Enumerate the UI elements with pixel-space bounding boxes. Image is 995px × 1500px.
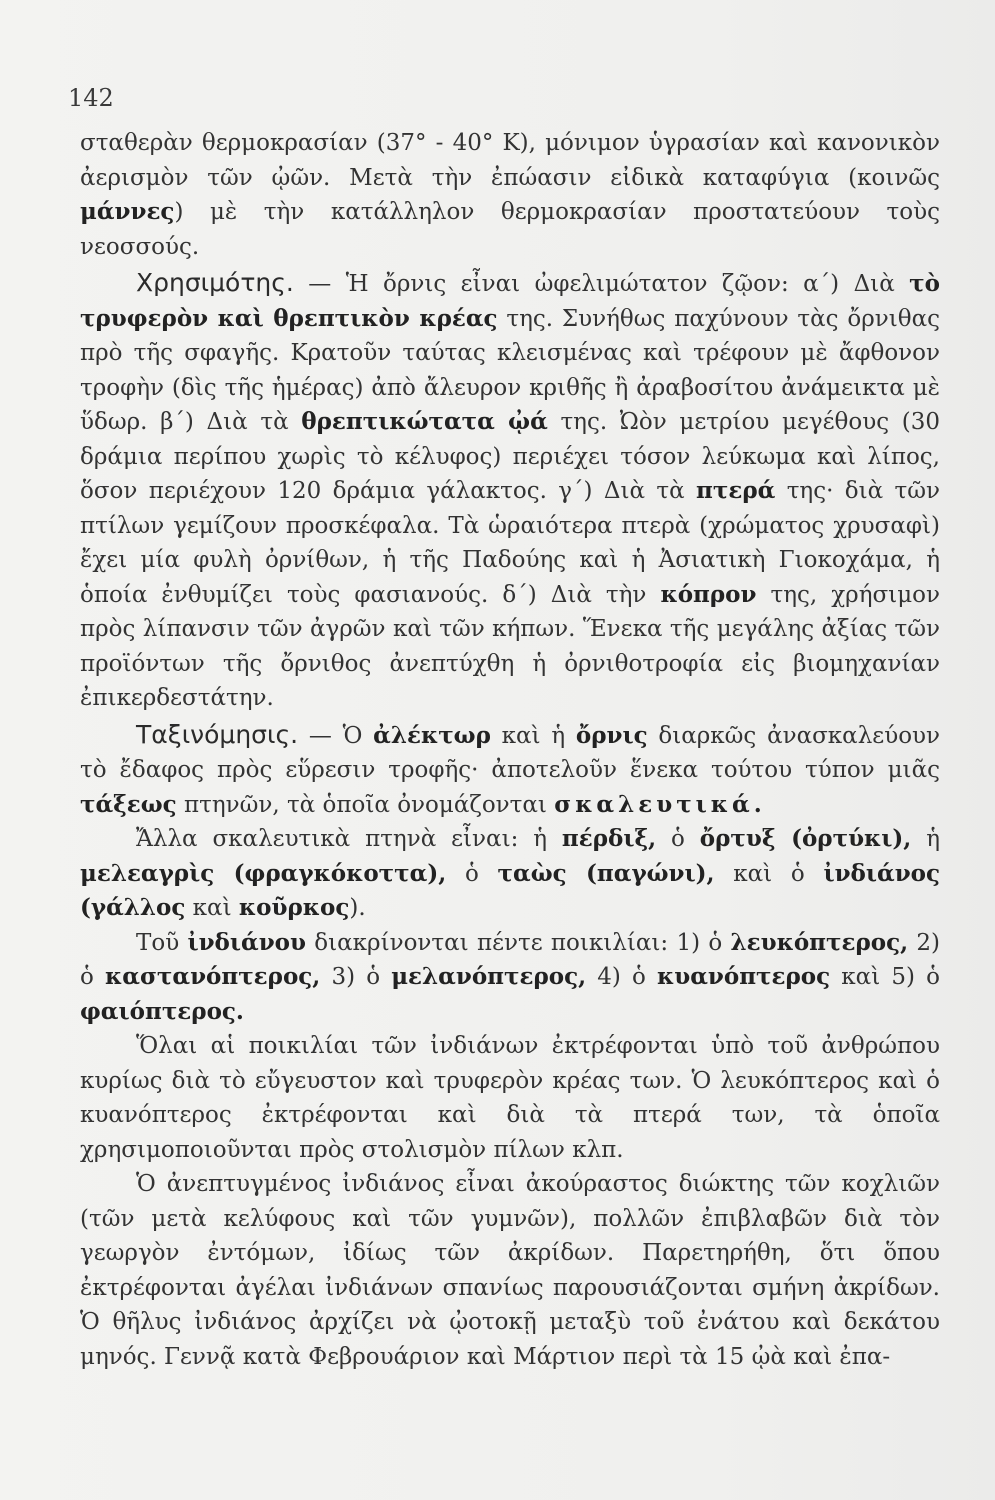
bold-term: ὄρνις <box>575 721 648 749</box>
page-number: 142 <box>68 84 114 112</box>
bold-term: ἀλέκτωρ <box>373 721 491 749</box>
section-heading: Χρησιμότης. <box>136 268 294 297</box>
paragraph-other-birds: Ἄλλα σκαλευτικὰ πτηνὰ εἶναι: ἡ πέρδιξ, ὁ ὄρτυξ (ὀρτύκι), ἡ μελεαγρὶς (φραγκόκοττα), ὁ ταὼς (παγώνι), καὶ ὁ ἰνδιάνος (γάλλος καὶ κοῦρκος). <box>80 825 940 921</box>
bold-term: ὄρτυξ (ὀρτύκι), <box>699 825 912 852</box>
bold-term: κυανόπτερος <box>657 963 831 990</box>
paragraph-breeding: Ὅλαι αἱ ποικιλίαι τῶν ἰνδιάνων ἐκτρέφονται ὑπὸ τοῦ ἀνθρώπου κυρίως διὰ τὸ εὔγευστον καὶ τρυφερὸν κρέας των. Ὁ λευκόπτερος καὶ ὁ κυανόπτερος ἐκτρέφονται καὶ διὰ τὰ πτερά των, τὰ ὁποῖα χρησιμοποιοῦνται πρὸς στολισμὸν πίλων κλπ. <box>80 1033 940 1163</box>
bold-term: καστανόπτερος, <box>105 963 321 990</box>
bold-term: μελεαγρὶς (φραγκόκοττα), <box>80 859 447 887</box>
paragraph-incubation: σταθερὰν θερμοκρασίαν (37° - 40° Κ), μόνιμον ὑγρασίαν καὶ κανονικὸν ἀερισμὸν τῶν ᾠῶν. Μετὰ τὴν ἐπώασιν εἰδικὰ καταφύγια (κοινῶς μάννες) μὲ τὴν κατάλληλον θερμοκρασίαν προστατεύουν τοὺς νεοσσούς. <box>80 130 940 260</box>
bold-term: θρεπτικώτατα ᾠά <box>301 408 548 435</box>
section-usefulness: Χρησιμότης. — Ἡ ὄρνις εἶναι ὠφελιμώτατον ζῷον: α΄) Διὰ τὸ τρυφερὸν καὶ θρεπτικὸν κρέας της. Συνήθως παχύνουν τὰς ὄρνιθας πρὸ τῆς σφαγῆς. Κρατοῦν ταύτας κλεισμένας καὶ τρέφουν μὲ ἄφθονον τροφὴν (δὶς τῆς ἡμέρας) ἀπὸ ἄλευρον κριθῆς ἢ ἀραβοσίτου ἀνάμεικτα μὲ ὕδωρ. β΄) Διὰ τὰ θρεπτικώτατα ᾠά της. Ὠὸν μετρίου μεγέθους (30 δράμια περίπου χωρὶς τὸ κέλυφος) περιέχει τόσον λεύκωμα καὶ λίπος, ὅσον περιέχουν 120 δράμια γάλακτος. γ΄) Διὰ τὰ πτερά της· διὰ τῶν πτίλων γεμίζουν προσκέφαλα. Τὰ ὡραιότερα πτερὰ (χρώματος χρυσαφὶ) ἔχει μία φυλὴ ὀρνίθων, ἡ τῆς Παδούης καὶ ἡ Ἀσιατικὴ Γιοκοχάμα, ἡ ὁποία ἐνθυμίζει τοὺς φασιανούς. δ΄) Διὰ τὴν κόπρον της, χρήσιμον πρὸς λίπανσιν τῶν ἀγρῶν καὶ τῶν κήπων. Ἕνεκα τῆς μεγάλης ἀξίας τῶν προϊόντων τῆς ὄρνιθος ἀνεπτύχθη ἡ ὀρνιθοτροφία εἰς βιομηχανίαν ἐπικερδεστάτην. <box>80 268 940 711</box>
bold-term: ταὼς (παγώνι), <box>497 859 715 887</box>
spaced-term: σκαλευτικά. <box>554 790 766 818</box>
bold-term: τάξεως <box>80 790 177 818</box>
bold-term: πτερά <box>696 477 776 504</box>
bold-term: φαιόπτερος. <box>80 997 244 1025</box>
bold-term: κόπρον <box>660 580 757 608</box>
bold-term: μάννες <box>80 198 175 225</box>
bold-term: τὸ τρυφερὸν καὶ θρεπτικὸν κρέας <box>80 270 940 332</box>
paragraph-varieties: Τοῦ ἰνδιάνου διακρίνονται πέντε ποικιλίαι: 1) ὁ λευκόπτερος, 2) ὁ καστανόπτερος, 3) ὁ μελανόπτερος, 4) ὁ κυανόπτερος καὶ 5) ὁ φαιόπτερος. <box>80 928 941 1025</box>
bold-term: πέρδιξ, <box>561 825 657 852</box>
section-heading: Ταξινόμησις. <box>136 719 299 749</box>
section-classification: Ταξινόμησις. — Ὁ ἀλέκτωρ καὶ ἡ ὄρνις διαρκῶς ἀνασκαλεύουν τὸ ἔδαφος πρὸς εὕρεσιν τροφῆς· ἀποτελοῦν ἕνεκα τούτου τύπον μιᾶς τάξεως πτηνῶν, τὰ ὁποῖα ὀνομάζονται σκαλευτικά. <box>80 719 941 818</box>
body-text <box>80 126 940 1374</box>
bold-term: μελανόπτερος, <box>391 963 587 990</box>
bold-term: ἰνδιάνος (γάλλος <box>80 859 940 921</box>
bold-term: λευκόπτερος, <box>730 928 909 956</box>
bold-term: ἰνδιάνου <box>187 928 306 956</box>
bold-term: κοῦρκος <box>238 894 350 921</box>
paragraph-turkey-habits: Ὁ ἀνεπτυγμένος ἰνδιάνος εἶναι ἀκούραστος διώκτης τῶν κοχλιῶν (τῶν μετὰ κελύφους καὶ τῶν γυμνῶν), πολλῶν ἐπιβλαβῶν διὰ τὸν γεωργὸν ἐντόμων, ἰδίως τῶν ἀκρίδων. Παρετηρήθη, ὅτι ὅπου ἐκτρέφονται ἀγέλαι ἰνδιάνων σπανίως παρουσιάζονται σμήνη ἀκρίδων. Ὁ θῆλυς ἰνδιάνος ἀρχίζει νὰ ᾠοτοκῇ μεταξὺ τοῦ ἐνάτου καὶ δεκάτου μηνός. Γεννᾷ κατὰ Φεβρουάριον καὶ Μάρτιον περὶ τὰ 15 ᾠὰ καὶ ἐπα- <box>80 1171 940 1370</box>
